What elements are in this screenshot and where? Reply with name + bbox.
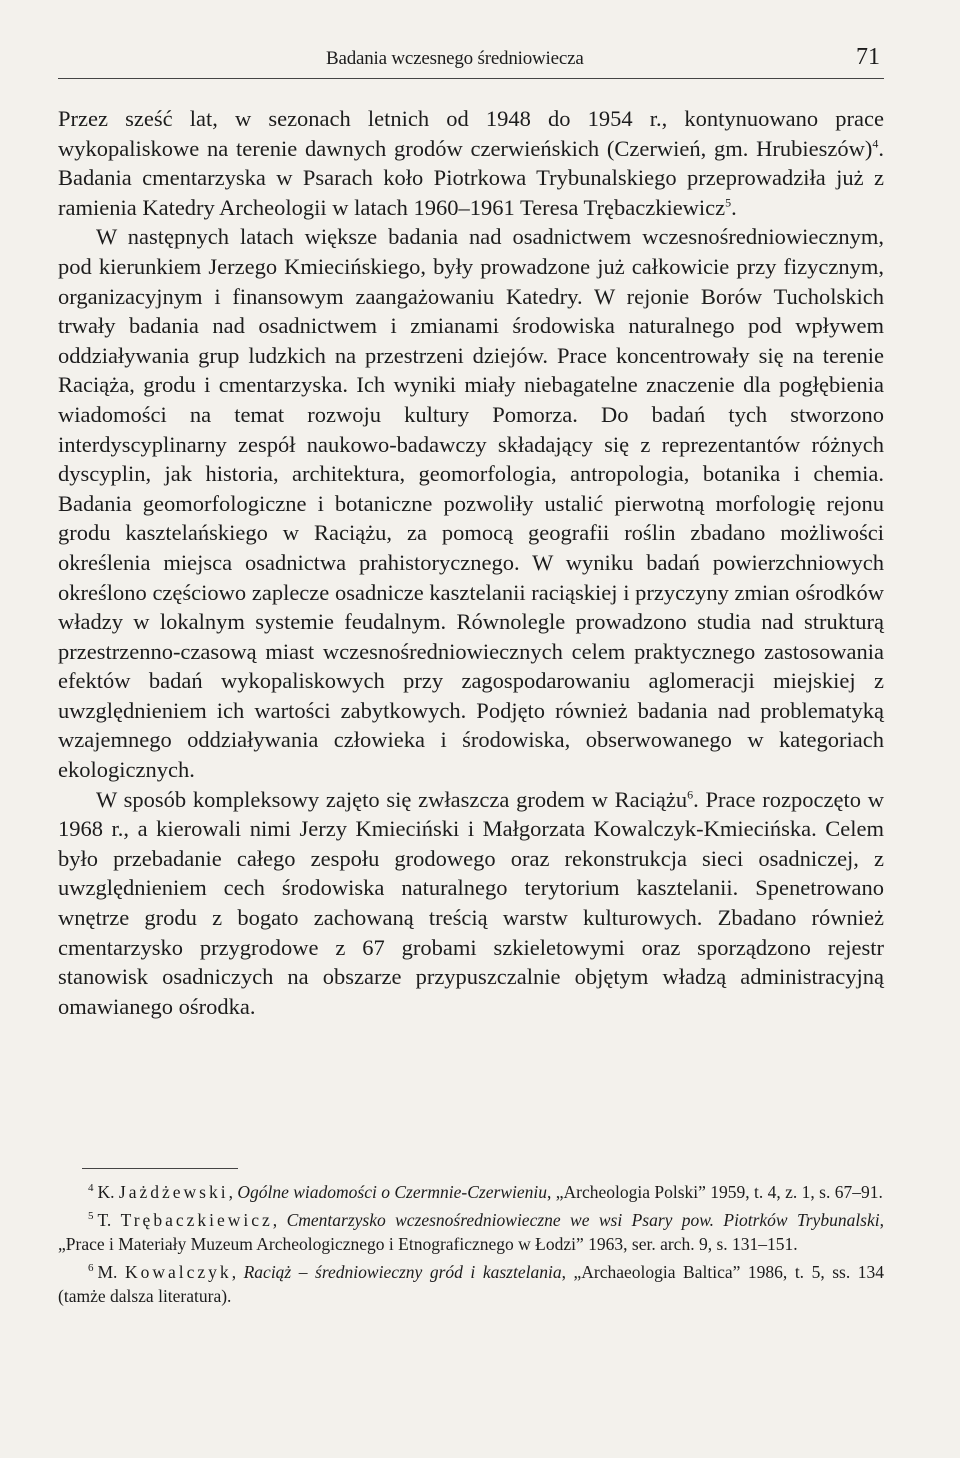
footnote-ref: 6 bbox=[687, 787, 694, 802]
footnote-divider bbox=[82, 1168, 238, 1169]
text-run: , „Archaeologia Baltica” 1986, t. 5, ss. 134 (tamże dalsza literatura). bbox=[58, 1262, 885, 1306]
footnote-ref: 4 bbox=[872, 136, 879, 151]
footnote-5 bbox=[58, 1208, 884, 1256]
text-run: . Prace rozpoczęto w 1968 r., a kierowali nimi Jerzy Kmieciński i Małgorzata Kowalczyk-Kmiecińska. Celem było przebadanie całego zespołu grodowego oraz rekonstrukcja sieci osadniczej, z uwzględnieniem cech środowiska naturalnego terytorium kasztelanii. Spenetrowano wnętrze grodu z bogato zachowaną treścią warstw kulturowych. Zbadano również cmentarzysko przygrodowe z 67 grobami szkieletowymi oraz sporządzono rejestr stanowisk osadniczych na obszarze przypuszczalnie objętym władzą administracyjną omawianego ośrodka. bbox=[58, 786, 885, 1019]
text-run: K. bbox=[97, 1182, 119, 1202]
footnote-4 bbox=[58, 1180, 884, 1204]
text-run: W sposób kompleksowy zajęto się zwłaszcza grodem w Raciążu bbox=[96, 786, 688, 812]
footnote-6 bbox=[58, 1260, 884, 1308]
text-run: Przez sześć lat, w sezonach letnich od 1948 do 1954 r., kontynuowano prace wykopaliskowe na terenie dawnych grodów czerwieńskich (Czerwień, gm. Hrubieszów) bbox=[58, 106, 884, 161]
body-text bbox=[58, 104, 884, 1021]
text-run: , bbox=[231, 1262, 244, 1282]
footnote-number: 6 bbox=[88, 1262, 94, 1275]
work-title: Cmentarzysko wczesnośredniowieczne we wsi Psary pow. Piotrków Trybunalski bbox=[286, 1210, 880, 1230]
paragraph-1 bbox=[58, 104, 884, 222]
running-head: Badania wczesnego średniowiecza bbox=[326, 48, 584, 69]
text-run: W następnych latach większe badania nad osadnictwem wczesnośredniowiecznym, pod kierunkiem Jerzego Kmiecińskiego, były prowadzone już całkowicie przy fizycznym, organizacyjnym i finansowym zaangażowaniu Katedry. W rejonie Borów Tucholskich trwały badania nad osadnictwem i zmianami środowiska naturalnego pod wpływem oddziaływania grup ludzkich na przestrzeni dziejów. Prace koncentrowały się na terenie Raciąża, grodu i cmentarzyska. Ich wyniki miały niebagatelne znaczenie dla pogłębienia wiadomości na temat rozwoju kultury Pomorza. Do badań tych stworzono interdyscyplinarny zespół naukowo-badawczy składający się z reprezentantów różnych dyscyplin, jak historia, architektura, geomorfologia, antropologia, botanika i chemia. Badania geomorfologiczne i botaniczne pozwoliły ustalić pierwotną morfologię rejonu grodu kasztelańskiego w Raciążu, za pomocą geografii roślin zbadano możliwości określenia miejsca osadnictwa prahistorycznego. W wyniku badań powierzchniowych określono częściowo zaplecze osadnicze kasztelanii raciąskiej i przyczyny zmian ośrodków władzy w lokalnym systemie feudalnym. Równolegle prowadzono studia nad strukturą przestrzenno-czasową miast wczesnośredniowiecznych celem praktycznego zastosowania efektów badań wykopaliskowych przy zagospodarowaniu aglomeracji miejskiej z uwzględnieniem ich wartości zabytkowych. Podjęto również badania nad problematyką wzajemnego oddziaływania człowieka i środowiska, obserwowanego w kategoriach ekologicznych. bbox=[58, 224, 884, 783]
text-run: , bbox=[228, 1182, 238, 1202]
text-run: , bbox=[272, 1210, 287, 1230]
footnotes bbox=[58, 1180, 884, 1312]
text-run: M. bbox=[97, 1262, 125, 1282]
work-title: Raciąż – średniowieczny gród i kasztelania bbox=[243, 1262, 562, 1282]
page-number: 71 bbox=[856, 44, 880, 70]
author-name: Kowalczyk bbox=[124, 1262, 232, 1282]
text-run: , „Archeologia Polski” 1959, t. 4, z. 1, s. 67–91. bbox=[546, 1182, 883, 1202]
text-run: , „Prace i Materiały Muzeum Archeologicznego i Etnograficznego w Łodzi” 1963, ser. arch. 9, s. 131–151. bbox=[58, 1210, 885, 1254]
paragraph-2 bbox=[58, 222, 884, 784]
work-title: Ogólne wiadomości o Czermnie-Czerwieniu bbox=[237, 1182, 547, 1202]
text-run: . bbox=[731, 194, 737, 220]
paragraph-3 bbox=[58, 785, 884, 1022]
text-run: T. bbox=[97, 1210, 121, 1230]
page-header bbox=[58, 42, 884, 79]
text-run: . Badania cmentarzyska w Psarach koło Piotrkowa Trybunalskiego przeprowadziła już z ramienia Katedry Archeologii w latach 1960–1961 Teresa Trębaczkiewicz bbox=[58, 135, 884, 220]
author-name: Jażdżewski bbox=[118, 1182, 229, 1202]
footnote-ref: 5 bbox=[725, 195, 732, 210]
footnote-number: 5 bbox=[88, 1210, 94, 1223]
author-name: Trębaczkiewicz bbox=[120, 1210, 273, 1230]
footnote-number: 4 bbox=[88, 1182, 94, 1195]
